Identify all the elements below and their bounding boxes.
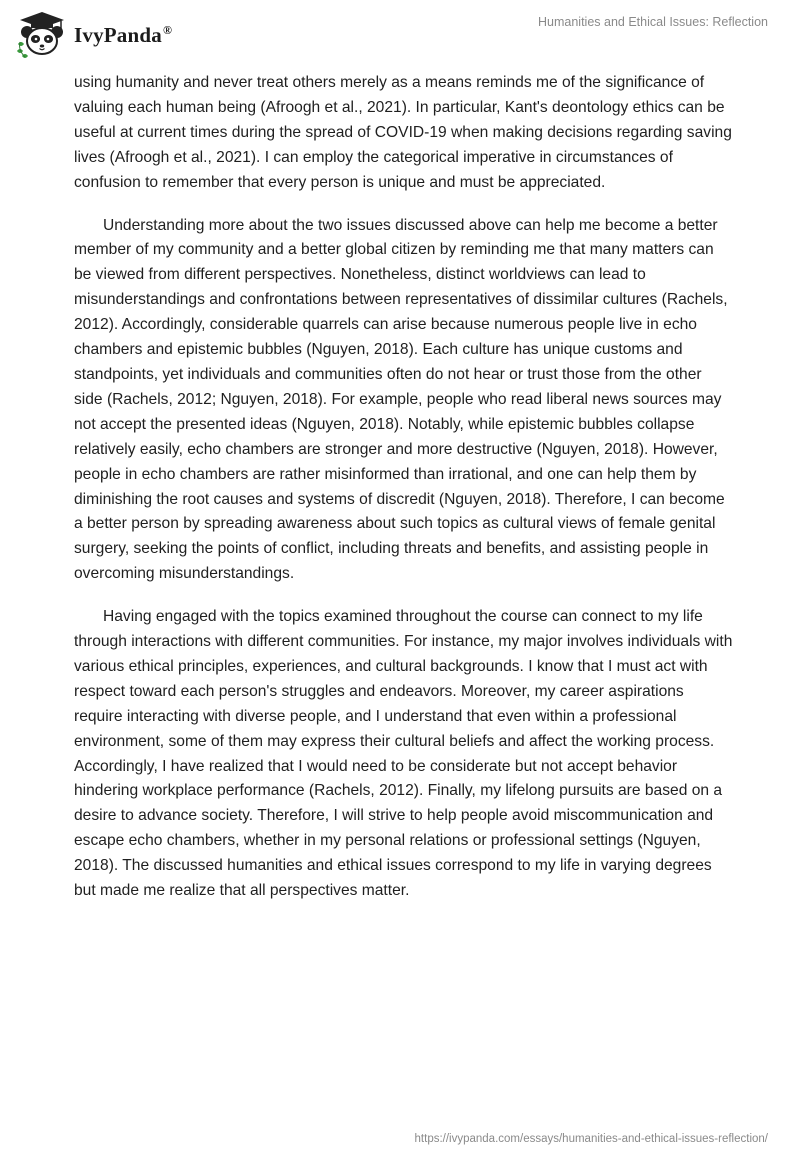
paragraph: Having engaged with the topics examined throughout the course can connect to my life through interactions with different communities. For instance, my major involves individuals with various ethical principles, experiences, and cultural backgrounds. I know that I must act with respect toward each person's struggles and endeavors. Moreover, my career aspirations require interacting with diverse people, and I understand that even within a professional environment, some of them may express their cultural beliefs and affect the working process. Accordingly, I have realized that I would need to be considerate but not accept behavior hindering workplace performance (Rachels, 2012). Finally, my lifelong pursuits are based on a desire to advance society. Therefore, I will strive to help people avoid miscommunication and escape echo chambers, whether in my personal relations or professional settings (Nguyen, 2018). The discussed humanities and ethical issues correspond to my life in varying degrees but made me realize that all perspectives matter. [74, 608, 733, 900]
page-header [0, 0, 800, 70]
panda-graduate-icon [14, 10, 70, 60]
paragraph: using humanity and never treat others merely as a means reminds me of the significance of valuing each human being (Afroogh et al., 2021). In particular, Kant's deontology ethics can be useful at current times during the spread of COVID-19 when making decisions regarding saving lives (Afroogh et al., 2021). I can employ the categorical imperative in circumstances of confusion to remember that every person is unique and must be appreciated. [74, 74, 732, 191]
brand-name [74, 23, 172, 48]
source-url[interactable]: https://ivypanda.com/essays/humanities-and-ethical-issues-reflection/ [414, 1133, 768, 1145]
registered-mark: ® [162, 22, 173, 37]
brand-label: IvyPanda [74, 22, 162, 47]
ivypanda-logo[interactable] [14, 9, 274, 61]
document-title: Humanities and Ethical Issues: Reflection [538, 15, 768, 29]
essay-body [74, 71, 734, 904]
paragraph: Understanding more about the two issues discussed above can help me become a better member of my community and a better global citizen by reminding me that many matters can be viewed from different perspectives. Nonetheless, distinct worldviews can lead to misunderstandings and confrontations between representatives of dissimilar cultures (Rachels, 2012). Accordingly, considerable quarrels can arise because numerous people live in echo chambers and epistemic bubbles (Nguyen, 2018). Each culture has unique customs and standpoints, yet individuals and communities often do not hear or trust those from the other side (Rachels, 2012; Nguyen, 2018). For example, people who read liberal news sources may not accept the presented ideas (Nguyen, 2018). Notably, while epistemic bubbles collapse relatively easily, echo chambers are stronger and more destructive (Nguyen, 2018). However, people in echo chambers are rather misinformed than irrational, and one can help them by diminishing the root causes and systems of discredit (Nguyen, 2018). Therefore, I can become a better person by spreading awareness about such topics as cultural views of female genital surgery, seeking the points of conflict, including threats and benefits, and assisting people in overcoming misunderstandings. [74, 216, 728, 583]
